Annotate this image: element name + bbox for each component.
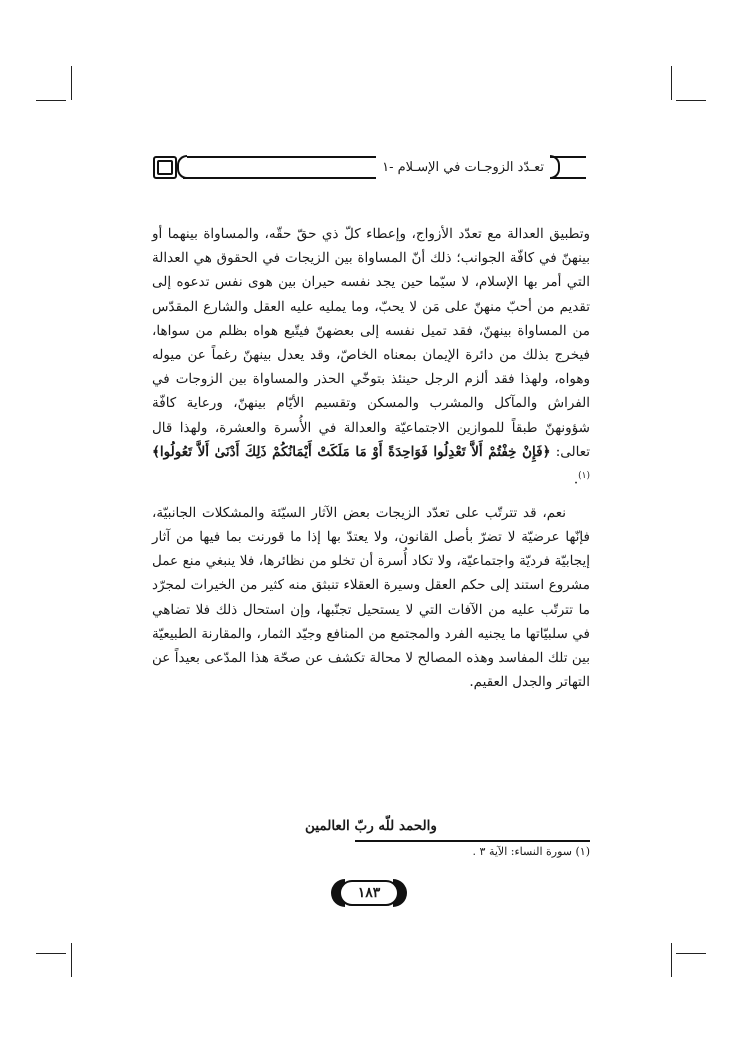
paragraph-1 <box>152 222 590 492</box>
footnote: (١) سورة النساء: الآية ٣ . <box>472 845 590 858</box>
header-bracket-right <box>550 155 560 179</box>
crop-mark <box>36 953 66 954</box>
crop-mark <box>671 943 672 977</box>
body-text <box>152 222 590 694</box>
crop-mark <box>676 953 706 954</box>
crop-mark <box>71 66 72 100</box>
paragraph-1-text: وتطبيق العدالة مع تعدّد الأزواج، وإعطاء كلّ ذي حقّ حقّه، والمساواة بينهما أو بينهنّ في كافّة الجوانب؛ ذلك أنّ المساواة بين الزيجات في الحقوق هي العدالة التي أمر بها الإسلام، لا سيّما حين يجد نفسه حيران بين هوى نفس تدعوه إلى تقديم من أحبّ منهنّ على مَن لا يحبّ، وما يمليه عليه العقل والشارع المقدّس من المساواة بينهنّ، فقد تميل نفسه إلى بعضهنّ فيتّبع هواه بظلم من سواها، فيخرج بذلك من دائرة الإيمان بمعناه الخاصّ، وقد يعدل بينهنّ رغماً عن ميوله وهواه، ولهذا فقد ألزم الرجل حينئذ بتوخّي الحذر والمساواة بين الزوجات في الفراش والمآكل والمشرب والمسكن وتقسيم الأيّام بينهنّ، ورعاية كافّة شؤونهنّ طبقاً للموازين الاجتماعيّة والعدالة في الأُسرة والعشرة، ولهذا قال تعالى: <box>152 226 591 460</box>
paragraph-2: نعم، قد تترتّب على تعدّد الزيجات بعض الآثار السيّئة والمشكلات الجانبيّة، فإنّها عرضيّة لا تضرّ بأصل القانون، ولا يعتدّ بها إذا ما قورنت بما فيها من آثار إيجابيّة فرديّة واجتماعيّة، ولا تكاد أُسرة أن تخلو من نظائرها، فلا ينبغي منع عمل مشروع استند إلى حكم العقل وسيرة العقلاء تنبثق منه كثير من الخيرات لمجرّد ما تترتّب عليه من الآفات التي لا يستحيل تجنّبها، وإن استحال ذلك فلا تضاهي في سلبيّاتها ما يجنيه الفرد والمجتمع من المنافع وجيّد الثمار، والمقارنة الطبيعيّة بين تلك المفاسد وهذه المصالح لا محالة تكشف عن صحّة هذا المدّعى بعيداً عن التهاتر والجدل العقيم. <box>152 504 590 691</box>
footnote-ref: (١) <box>578 471 590 482</box>
page-number: ١٨٣ <box>357 885 381 901</box>
running-header <box>153 152 590 184</box>
crop-mark <box>71 943 72 977</box>
crop-mark <box>36 100 66 101</box>
header-bracket-left <box>177 155 187 179</box>
crop-mark <box>671 66 672 100</box>
footnote-rule <box>355 840 590 842</box>
page-number-ornament <box>331 879 407 909</box>
closing-line: والحمد للّه ربّ العالمين <box>305 818 437 834</box>
quran-verse: ﴿فَإِنْ خِفْتُمْ أَلاَّ تَعْدِلُوا فَوَاحِدَةً أَوْ مَا مَلَكَتْ أَيْمَانُكُمْ ذَلِكَ أَدْنَىٰ أَلاَّ تَعُولُوا﴾ <box>152 443 551 460</box>
header-ornament-inner <box>157 160 173 175</box>
header-title: تعـدّد الزوجـات في الإسـلام -١ <box>376 156 550 179</box>
paragraph-1-end: . <box>573 471 579 488</box>
crop-mark <box>676 100 706 101</box>
